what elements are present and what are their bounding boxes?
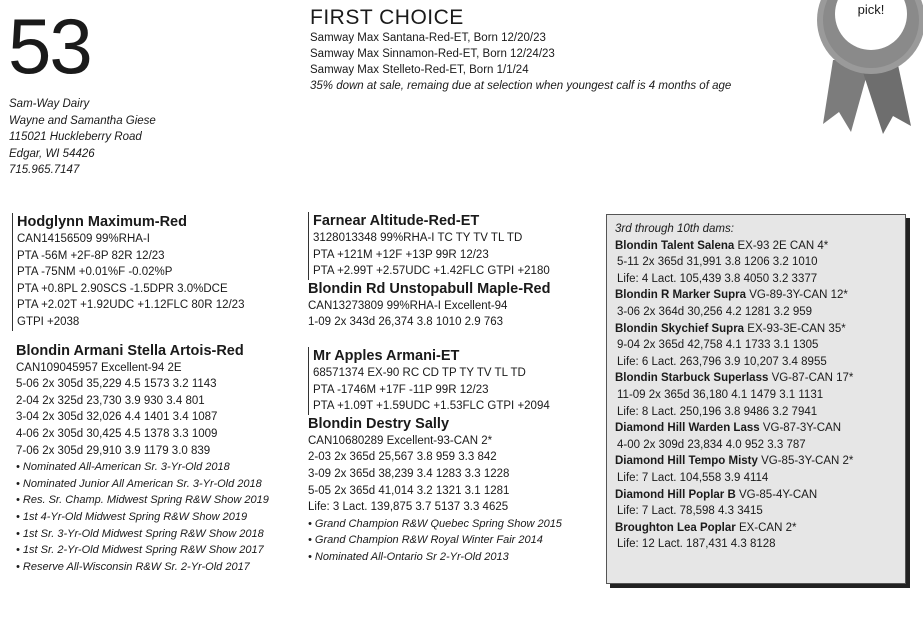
achievement-item: • Grand Champion R&W Royal Winter Fair 2014	[308, 534, 543, 547]
dam-entry-name: Blondin Talent Salena EX-93 2E CAN 4*	[615, 239, 829, 252]
dam-entry-record: 3-06 2x 364d 30,256 4.2 1281 3.2 959	[617, 305, 813, 318]
sire-dam-column	[12, 213, 269, 575]
maternal-sire-pta-1: PTA -1746M +17F -11P 99R 12/23	[313, 383, 489, 396]
dam-record-3: 3-04 2x 305d 32,026 4.4 1401 3.4 1087	[16, 411, 218, 424]
dam-entry-name: Broughton Lea Poplar EX-CAN 2*	[615, 521, 797, 534]
calf-option-1: Samway Max Santana-Red-ET, Born 12/20/23	[310, 32, 546, 44]
pedigree-dam-record: 1-09 2x 343d 26,374 3.8 1010 2.9 763	[308, 316, 504, 329]
pedigree-sire-pta-2: PTA +2.99T +2.57UDC +1.42FLC GTPI +2180	[313, 265, 550, 278]
sire-pta-1: PTA -56M +2F-8P 82R 12/23	[17, 249, 165, 262]
pedigree-dam-name: Blondin Rd Unstopabull Maple-Red	[308, 280, 551, 297]
maternal-sire-pta-2: PTA +1.09T +1.59UDC +1.53FLC GTPI +2094	[313, 400, 550, 413]
dam-record-5: 7-06 2x 305d 29,910 3.9 1179 3.0 839	[16, 444, 211, 457]
dam-entry-record: Life: 6 Lact. 263,796 3.9 10,207 3.4 8955	[617, 355, 827, 368]
granddam-achievements	[308, 516, 562, 566]
sire-pta-2: PTA -75NM +0.01%F -0.02%P	[17, 266, 173, 279]
pedigree-column	[308, 212, 562, 566]
pedigree-sire-pta-1: PTA +121M +12F +13P 99R 12/23	[313, 248, 489, 261]
pedigree-sire-reg: 3128013348 99%RHA-I TC TY TV TL TD	[313, 232, 523, 244]
calf-option-3: Samway Max Stelleto-Red-ET, Born 1/1/24	[310, 64, 529, 76]
maternal-sire-block	[308, 347, 562, 415]
maternal-sire-name: Mr Apples Armani-ET	[313, 347, 460, 364]
maternal-sire-reg: 68571374 EX-90 RC CD TP TY TV TL TD	[313, 366, 526, 379]
dam-entry-name: Blondin R Marker Supra VG-89-3Y-CAN 12*	[615, 289, 848, 302]
pedigree-sire-name: Farnear Altitude-Red-ET	[313, 213, 480, 229]
achievement-item: • 1st Sr. 3-Yr-Old Midwest Spring R&W Show 2018	[16, 527, 264, 540]
granddam-record-3: 5-05 2x 365d 41,014 3.2 1321 3.1 1281	[308, 484, 510, 497]
granddam-name: Blondin Destry Sally	[308, 415, 450, 432]
consignor-owners: Wayne and Samantha Giese	[9, 114, 156, 127]
achievement-item: • Res. Sr. Champ. Midwest Spring R&W Show 2019	[16, 494, 269, 507]
dam-entry-name: Diamond Hill Poplar B VG-85-4Y-CAN	[615, 488, 818, 501]
dam-entry-record: 11-09 2x 365d 36,180 4.1 1479 3.1 1131	[617, 388, 824, 401]
lot-number: 53	[8, 2, 91, 90]
dam-entry-name: Diamond Hill Warden Lass VG-87-3Y-CAN	[615, 422, 842, 435]
dam-record-2: 2-04 2x 325d 23,730 3.9 930 3.4 801	[16, 394, 205, 407]
dam-entry-record: Life: 7 Lact. 78,598 4.3 3415	[617, 505, 763, 518]
pedigree-sire-block	[308, 212, 562, 280]
dam-entry-record: 4-00 2x 309d 23,834 4.0 952 3.3 787	[617, 438, 806, 451]
dam-entry-record: 9-04 2x 365d 42,758 4.1 1733 3.1 1305	[617, 339, 819, 352]
pedigree-dam-block	[308, 280, 562, 331]
achievement-item: • Nominated Junior All American Sr. 3-Yr-Old 2018	[16, 477, 262, 490]
dam-entry-record: Life: 7 Lact. 104,558 3.9 4114	[617, 471, 769, 484]
sire-pta-3: PTA +0.8PL 2.90SCS -1.5DPR 3.0%DCE	[17, 282, 228, 295]
first-choice-block	[310, 6, 731, 94]
achievement-item: • Nominated All-American Sr. 3-Yr-Old 2018	[16, 461, 230, 474]
dam-entry-record: Life: 8 Lact. 250,196 3.8 9486 3.2 7941	[617, 405, 818, 418]
dam-achievements	[16, 459, 269, 575]
payment-terms-note: 35% down at sale, remaing due at selection when youngest calf is 4 months of age	[310, 80, 732, 92]
sire-pta-4: PTA +2.02T +1.92UDC +1.12FLC 80R 12/23	[17, 299, 245, 312]
granddam-reg: CAN10680289 Excellent-93-CAN 2*	[308, 434, 493, 447]
pick-ribbon-icon	[793, 0, 923, 140]
first-choice-title: FIRST CHOICE	[310, 6, 464, 29]
achievement-item: • Reserve All-Wisconsin R&W Sr. 2-Yr-Old 2017	[16, 560, 250, 573]
ribbon-text: pick!	[857, 2, 885, 17]
granddam-block	[308, 415, 562, 566]
consignor-phone: 715.965.7147	[9, 164, 80, 176]
dam-entry-name: Blondin Starbuck Superlass VG-87-CAN 17*	[615, 372, 854, 385]
dams-box-header: 3rd through 10th dams:	[615, 223, 734, 235]
granddam-record-2: 3-09 2x 365d 38,239 3.4 1283 3.3 1228	[308, 467, 510, 480]
sire-name: Hodglynn Maximum-Red	[17, 214, 187, 230]
dam-reg: CAN109045957 Excellent-94 2E	[16, 361, 182, 374]
consignor-street: 115021 Huckleberry Road	[9, 131, 142, 143]
consignor-city: Edgar, WI 54426	[9, 147, 95, 160]
achievement-item: • Nominated All-Ontario Sr 2-Yr-Old 2013	[308, 550, 509, 563]
calf-option-2: Samway Max Sinnamon-Red-ET, Born 12/24/23	[310, 48, 555, 60]
dam-record-1: 5-06 2x 305d 35,229 4.5 1573 3.2 1143	[16, 378, 217, 391]
achievement-item: • Grand Champion R&W Quebec Spring Show 2015	[308, 517, 562, 530]
sire-reg: CAN14156509 99%RHA-I	[17, 233, 150, 245]
dam-entry-record: Life: 12 Lact. 187,431 4.3 8128	[617, 538, 776, 551]
dam-name: Blondin Armani Stella Artois-Red	[16, 342, 244, 359]
dam-section	[12, 342, 269, 576]
sire-gtpi: GTPI +2038	[17, 315, 80, 328]
consignor-farm: Sam-Way Dairy	[9, 98, 90, 110]
dam-entry-record: Life: 4 Lact. 105,439 3.8 4050 3.2 3377	[617, 272, 818, 285]
sire-section	[12, 213, 269, 331]
achievement-item: • 1st Sr. 2-Yr-Old Midwest Spring R&W Show 2017	[16, 544, 264, 557]
dam-entry-record: 5-11 2x 365d 31,991 3.8 1206 3.2 1010	[617, 256, 818, 269]
granddam-lifetime: Life: 3 Lact. 139,875 3.7 5137 3.3 4625	[308, 501, 509, 514]
extended-dams-box	[606, 214, 906, 584]
consignor-info	[9, 96, 156, 179]
achievement-item: • 1st 4-Yr-Old Midwest Spring R&W Show 2019	[16, 510, 248, 523]
dam-entry-name: Diamond Hill Tempo Misty VG-85-3Y-CAN 2*	[615, 455, 854, 468]
pedigree-dam-reg: CAN13273809 99%RHA-I Excellent-94	[308, 299, 508, 312]
dam-record-4: 4-06 2x 305d 30,425 4.5 1378 3.3 1009	[16, 427, 218, 440]
granddam-record-1: 2-03 2x 365d 25,567 3.8 959 3.3 842	[308, 451, 497, 464]
dam-entry-name: Blondin Skychief Supra EX-93-3E-CAN 35*	[615, 322, 846, 335]
